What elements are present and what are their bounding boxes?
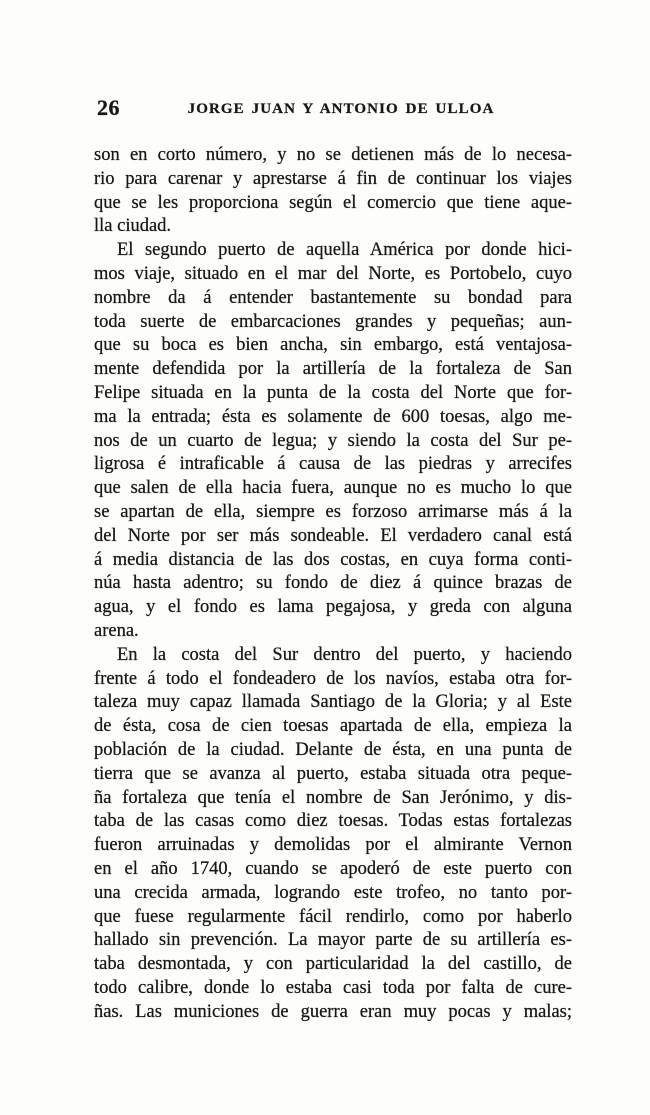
text-line: taba desmontada, y con particularidad la del castillo, de xyxy=(94,954,572,975)
text-line: ñas. Las municiones de guerra eran muy pocas y malas; xyxy=(94,1001,572,1022)
text-line: tierra que se avanza al puerto, estaba situada otra peque- xyxy=(94,763,572,784)
text-line: que fuese regularmente fácil rendirlo, como por haberlo xyxy=(94,906,572,927)
text-line: que salen de ella hacia fuera, aunque no es mucho lo que xyxy=(94,478,572,499)
text-line: ligrosa é intraficable á causa de las piedras y arrecifes xyxy=(94,454,572,475)
text-line: hallado sin prevención. La mayor parte de su artillería es- xyxy=(94,930,572,951)
text-line: ña fortaleza que tenía el nombre de San Jerónimo, y dis- xyxy=(94,787,572,808)
text-line: lla ciudad. xyxy=(94,216,172,237)
paragraph xyxy=(94,144,572,239)
text-line: núa hasta adentro; su fondo de diez á quince brazas de xyxy=(94,573,572,594)
text-line: El segundo puerto de aquella América por donde hici- xyxy=(117,240,572,261)
text-line: nos de un cuarto de legua; y siendo la costa del Sur pe- xyxy=(94,430,572,451)
text-line: rio para carenar y aprestarse á fin de continuar los viajes xyxy=(94,168,572,189)
text-line: que se les proporciona según el comercio que tiene aque- xyxy=(94,192,572,213)
paragraph xyxy=(94,239,572,644)
text-line: del Norte por ser más sondeable. El verdadero canal está xyxy=(94,525,572,546)
text-line: nombre da á entender bastantemente su bondad para xyxy=(94,287,572,308)
text-line: taleza muy capaz llamada Santiago de la Gloria; y al Este xyxy=(94,692,572,713)
running-header xyxy=(0,0,650,130)
text-line: Felipe situada en la punta de la costa del Norte que for- xyxy=(94,382,572,403)
text-line: taba de las casas como diez toesas. Todas estas fortalezas xyxy=(94,811,572,832)
text-line: fueron arruinadas y demolidas por el almirante Vernon xyxy=(94,835,572,856)
text-line: todo calibre, donde lo estaba casi toda por falta de cure- xyxy=(94,977,572,998)
body-text xyxy=(94,144,572,1024)
text-line: en el año 1740, cuando se apoderó de este puerto con xyxy=(94,858,572,879)
running-header-title: JORGE JUAN Y ANTONIO DE ULLOA xyxy=(187,101,495,117)
text-line: arena. xyxy=(94,620,139,641)
text-line: ma la entrada; ésta es solamente de 600 toesas, algo me- xyxy=(94,406,572,427)
text-line: agua, y el fondo es lama pegajosa, y greda con alguna xyxy=(94,597,572,618)
text-line: se apartan de ella, siempre es forzoso arrimarse más á la xyxy=(94,501,572,522)
text-line: En la costa del Sur dentro del puerto, y haciendo xyxy=(117,644,572,665)
text-line: mente defendida por la artillería de la fortaleza de San xyxy=(94,359,572,380)
paragraph xyxy=(94,644,572,1025)
text-line: mos viaje, situado en el mar del Norte, es Portobelo, cuyo xyxy=(94,263,572,284)
text-line: población de la ciudad. Delante de ésta, en una punta de xyxy=(94,739,572,760)
text-line: que su boca es bien ancha, sin embargo, está ventajosa- xyxy=(94,335,572,356)
text-line: son en corto número, y no se detienen más de lo necesa- xyxy=(94,145,572,165)
text-line: frente á todo el fondeadero de los navíos, estaba otra for- xyxy=(94,668,572,689)
page-number: 26 xyxy=(97,95,120,120)
text-line: á media distancia de las dos costas, en cuya forma conti- xyxy=(94,549,572,570)
text-line: de ésta, cosa de cien toesas apartada de ella, empieza la xyxy=(94,716,572,737)
text-line: una crecida armada, logrando este trofeo, no tanto por- xyxy=(94,882,572,903)
text-line: toda suerte de embarcaciones grandes y pequeñas; aun- xyxy=(94,311,572,332)
